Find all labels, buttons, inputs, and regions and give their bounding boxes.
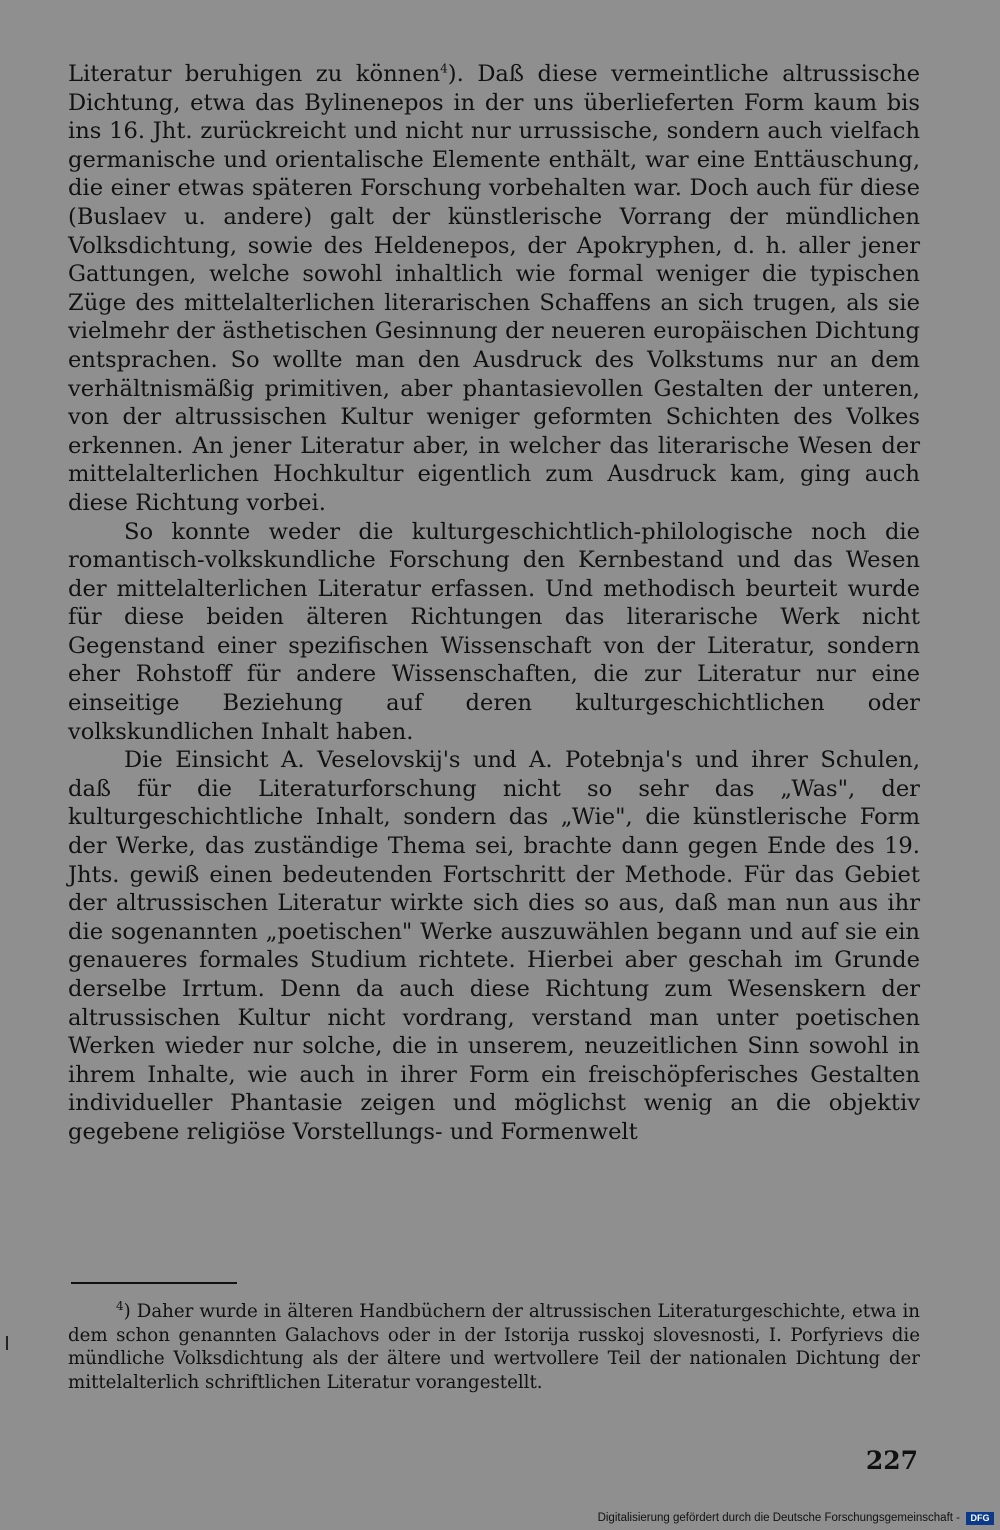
dfg-logo-icon: DFG	[966, 1512, 994, 1525]
paragraph-3: Die Einsicht A. Veselovskij's und A. Potebnja's und ihrer Schulen, daß für die Literaturforschung nicht so sehr das „Was", der kulturgeschichtliche Inhalt, sondern das „Wie", die künstlerische Form der Werke, das zuständige Thema sei, brachte dann gegen Ende des 19. Jhts. gewiß einen bedeutenden Fortschritt der Methode. Für das Gebiet der altrussischen Literatur wirkte sich dies so aus, daß man nun aus ihr die sogenannten „poetischen" Werke auszuwählen begann und auf sie ein genaueres formales Studium richtete. Hierbei aber geschah im Grunde derselbe Irrtum. Denn da auch diese Richtung zum Wesenskern der altrussischen Kultur nicht vordrang, verstand man unter poetischen Werken wieder nur solche, die in unserem, neuzeitlichen Sinn sowohl in ihrem Inhalte, wie auch in ihrer Form ein freischöpferisches Gestalten individueller Phantasie zeigen und möglichst wenig an die objektiv gegebene religiöse Vorstellungs- und Formenwelt	[68, 747, 920, 1145]
book-page	[68, 60, 920, 1530]
footnote-text: ) Daher wurde in älteren Handbüchern der altrussischen Literaturgeschichte, etwa in dem schon genannten Galachovs oder in der Istorija russkoj slovesnosti, I. Porfyrievs die mündliche Volksdichtung als der ältere und wertvollere Teil der nationalen Dichtung der mittelalterlich schriftlichen Literatur vorangestellt.	[68, 1301, 920, 1393]
paragraph-2: So konnte weder die kulturgeschichtlich-philologische noch die romantisch-volkskundliche Forschung den Kernbestand und das Wesen der mittelalterlichen Literatur erfassen. Und methodisch beurteit wurde für diese beiden älteren Richtungen das literarische Werk nicht Gegenstand einer spezifischen Wissenschaft von der Literatur, sondern eher Rohstoff für andere Wissenschaften, die zur Literatur nur eine einseitige Beziehung auf deren kulturgeschichtlichen oder volkskundlichen Inhalt haben.	[68, 518, 920, 745]
footnote-reference-marker: 4	[440, 61, 448, 76]
scan-edge-mark	[6, 1336, 8, 1350]
digitization-credit: Digitalisierung gefördert durch die Deutsche Forschungsgemeinschaft -	[597, 1512, 960, 1524]
paragraph-1	[68, 60, 920, 518]
paragraph-1-text-start: Literatur beruhigen zu können	[68, 61, 441, 87]
footnote-marker: 4	[116, 1298, 124, 1313]
footnote-4	[68, 1300, 920, 1394]
paragraph-1-text-rest: ). Daß diese vermeintliche altrussische Dichtung, etwa das Bylinenepos in der uns überlieferten Form kaum bis ins 16. Jht. zurückreicht und nicht nur urrussische, sondern auch vielfach germanische und orientalische Elemente enthält, war eine Enttäuschung, die einer etwas späteren Forschung vorbehalten war. Doch auch für diese (Buslaev u. andere) galt der künstlerische Vorrang der mündlichen Volksdichtung, sowie des Heldenepos, der Apokryphen, d. h. aller jener Gattungen, welche sowohl inhaltlich wie formal weniger die typischen Züge des mittelalterlichen literarischen Schaffens an sich trugen, als sie vielmehr der ästhetischen Gesinnung der neueren europäischen Dichtung entsprachen. So wollte man den Ausdruck des Volkstums nur an dem verhältnismäßig primitiven, aber phantasievollen Gestalten der unteren, von der altrussischen Kultur weniger geformten Schichten des Volkes erkennen. An jener Literatur aber, in welcher das literarische Wesen der mittelalterlichen Hochkultur eigentlich zum Ausdruck kam, ging auch diese Richtung vorbei.	[68, 61, 920, 516]
footnote-separator-rule	[71, 1282, 237, 1284]
page-number: 227	[865, 1446, 918, 1475]
